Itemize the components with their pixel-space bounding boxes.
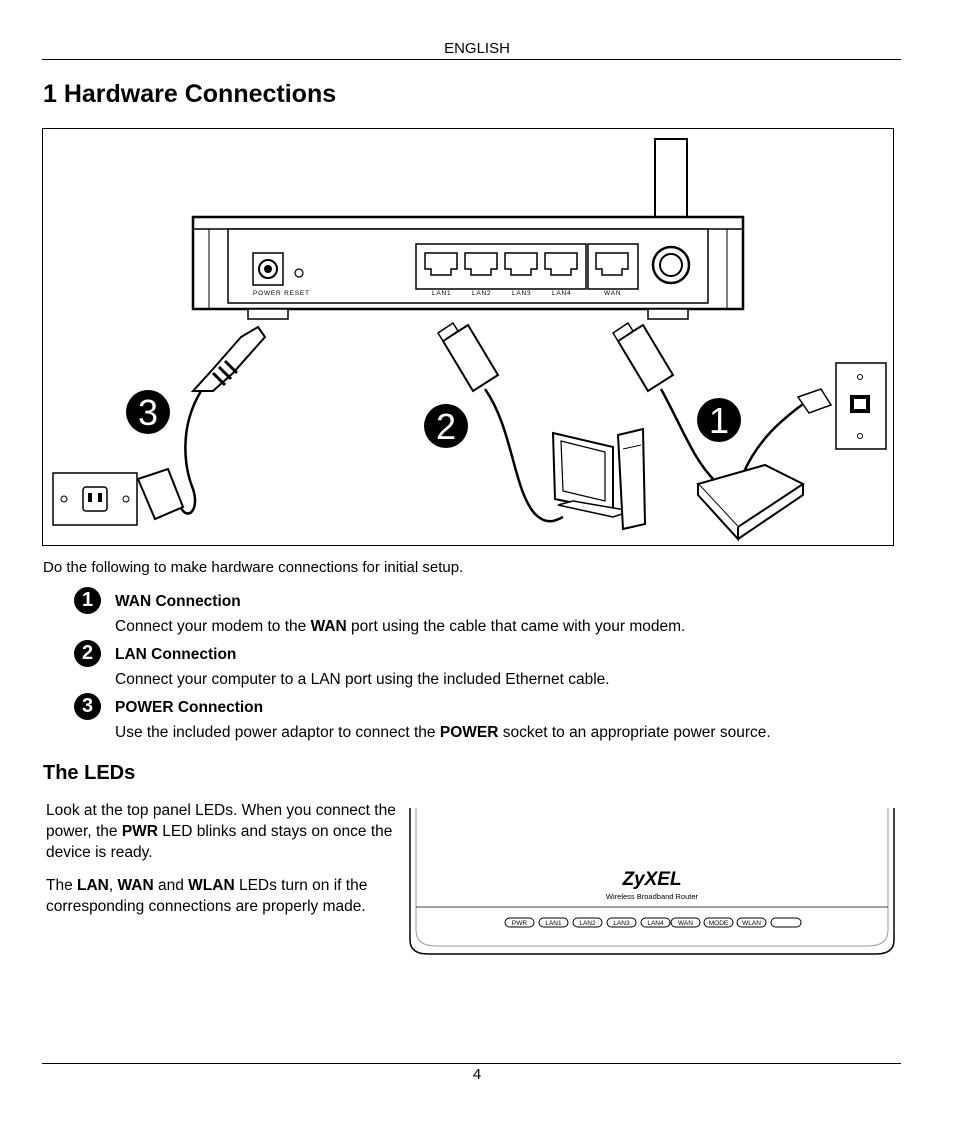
step-1-title: WAN Connection <box>115 593 241 610</box>
callout-3-icon <box>126 390 170 434</box>
led-wan-label: WAN <box>678 920 693 927</box>
leds-heading: The LEDs <box>43 762 136 784</box>
led-pwr-label: PWR <box>511 920 528 927</box>
leds-description <box>46 800 396 929</box>
led-blank-icon <box>771 918 801 927</box>
footer-rule <box>42 1063 901 1064</box>
step-3-badge: 3 <box>74 693 101 720</box>
power-reset-label: POWER RESET <box>253 290 310 297</box>
led-lan3-label: LAN3 <box>613 920 630 927</box>
lan1-port-label: LAN1 <box>432 290 452 297</box>
svg-text:2: 2 <box>435 406 457 447</box>
svg-text:3: 3 <box>137 392 159 433</box>
intro-text: Do the following to make hardware connections for initial setup. <box>43 559 464 576</box>
router-rear-icon <box>193 217 743 319</box>
wan-port-label: WAN <box>604 290 622 297</box>
computer-icon <box>553 429 645 529</box>
wall-outlet-icon <box>53 473 137 525</box>
header-rule <box>42 59 901 60</box>
lan3-port-label: LAN3 <box>512 290 532 297</box>
step-1-description: Connect your modem to the WAN port using the cable that came with your modem. <box>115 618 686 635</box>
led-mode-label: MODE <box>708 920 729 927</box>
modem-icon <box>698 465 803 539</box>
lan2-port-label: LAN2 <box>472 290 492 297</box>
callout-2-icon <box>424 404 468 448</box>
lan4-port-label: LAN4 <box>552 290 572 297</box>
page-title: 1 Hardware Connections <box>43 80 337 108</box>
led-lan2-label: LAN2 <box>579 920 596 927</box>
step-3-description: Use the included power adaptor to connect the POWER socket to an appropriate power source. <box>115 724 771 741</box>
phone-jack-icon <box>836 363 886 449</box>
leds-paragraph-2: The LAN, WAN and WLAN LEDs turn on if the corresponding connections are properly made. <box>46 877 368 915</box>
led-lan1-label: LAN1 <box>545 920 562 927</box>
panel-subtitle: Wireless Broadband Router <box>605 892 699 901</box>
hardware-connection-figure <box>42 128 894 546</box>
zyxel-logo: ZyXEL <box>622 869 682 890</box>
top-panel-figure <box>408 808 896 958</box>
svg-text:1: 1 <box>708 400 730 441</box>
callout-1-icon <box>697 398 741 442</box>
step-2-description: Connect your computer to a LAN port using the included Ethernet cable. <box>115 671 610 688</box>
led-wlan-label: WLAN <box>742 920 761 927</box>
page-header: ENGLISH <box>444 40 510 57</box>
step-2-title: LAN Connection <box>115 646 237 663</box>
page-number: 4 <box>472 1066 482 1083</box>
step-1-badge: 1 <box>74 587 101 614</box>
step-3-title: POWER Connection <box>115 699 264 716</box>
leds-paragraph-1: Look at the top panel LEDs. When you connect the power, the PWR LED blinks and stays on once the device is ready. <box>46 802 396 861</box>
step-2-badge: 2 <box>74 640 101 667</box>
led-lan4-label: LAN4 <box>647 920 664 927</box>
